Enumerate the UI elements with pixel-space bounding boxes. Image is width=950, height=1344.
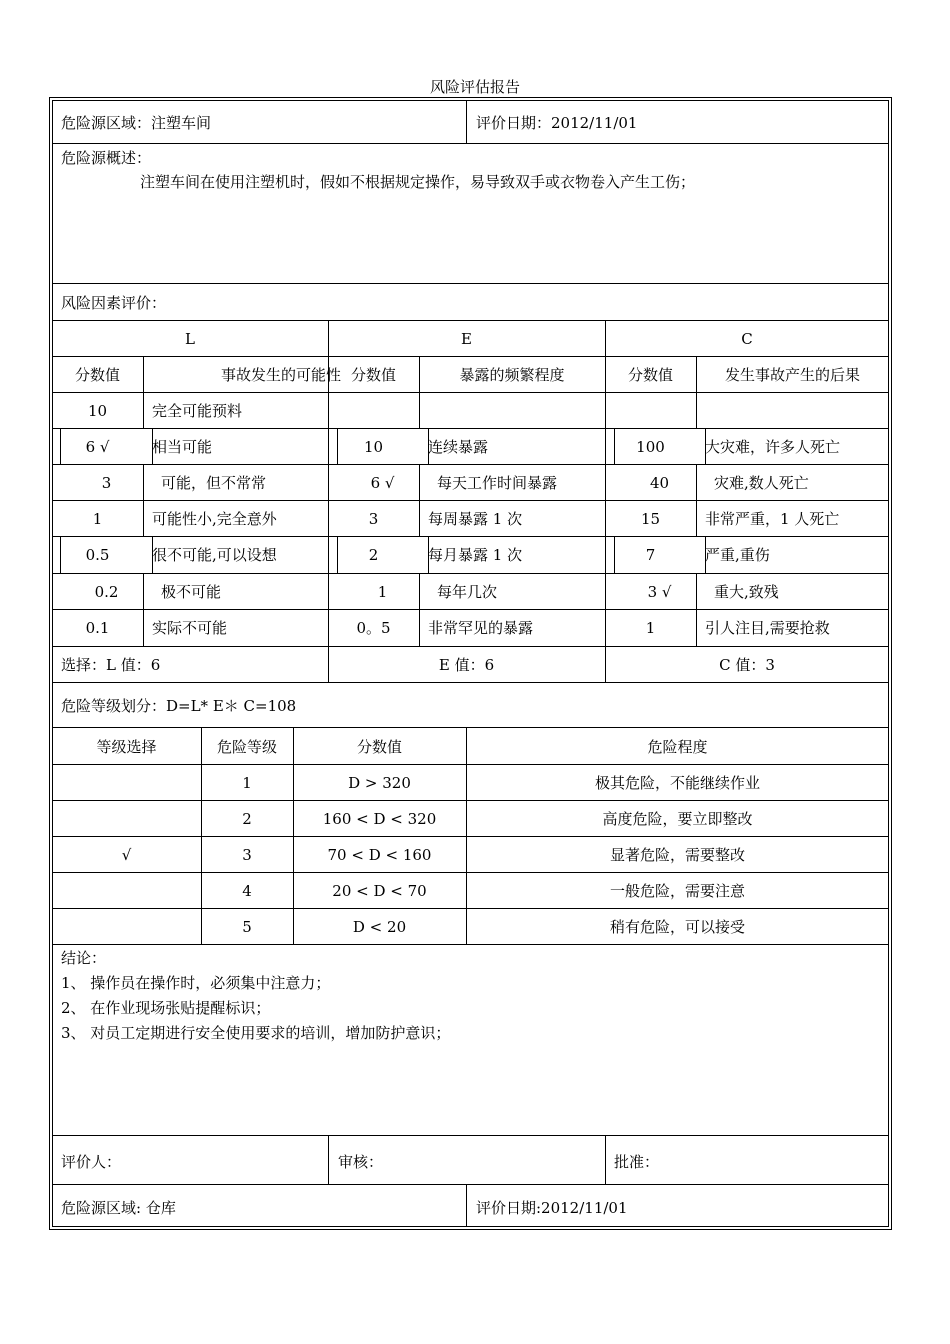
score-cell: 3 xyxy=(368,510,379,528)
score-cell: 7 xyxy=(645,546,656,564)
score-cell: 10 xyxy=(87,402,108,420)
review-field: 审核： xyxy=(338,1153,384,1171)
table-rule xyxy=(52,536,889,537)
table-rule xyxy=(143,609,144,646)
evaluation-date: 评价日期：2012/11/01 xyxy=(476,114,638,132)
table-rule xyxy=(52,908,889,909)
score-cell: 0.1 xyxy=(85,619,110,637)
table-rule xyxy=(419,392,420,428)
table-rule xyxy=(52,800,889,801)
table-rule xyxy=(52,1184,889,1185)
table-rule xyxy=(293,727,294,944)
description-cell: 极不可能 xyxy=(161,583,222,601)
grade-cell: 1 xyxy=(242,774,252,792)
report-title: 风险评估报告 xyxy=(429,78,520,96)
table-rule xyxy=(52,283,889,284)
description-cell: 可能，但不常常 xyxy=(161,474,267,492)
table-rule xyxy=(52,727,889,728)
description-cell: 重大,致残 xyxy=(714,583,779,601)
table-rule xyxy=(696,392,697,428)
factor-subheader: 发生事故产生的后果 xyxy=(724,366,860,384)
approve-field: 批准： xyxy=(614,1153,660,1171)
factor-subheader: 分数值 xyxy=(627,366,673,384)
table-rule xyxy=(52,428,889,429)
grade-cell: 160 < D < 320 xyxy=(322,810,437,828)
score-cell: 40 xyxy=(649,474,670,492)
footer-hazard-area: 危险源区域: 仓库 xyxy=(61,1199,176,1217)
grade-cell: 稍有危险，可以接受 xyxy=(609,918,745,936)
grade-cell: 一般危险，需要注意 xyxy=(609,882,745,900)
score-cell: 6 √ xyxy=(85,438,110,456)
table-rule xyxy=(696,609,697,646)
table-rule xyxy=(52,320,889,321)
group-c-header: C xyxy=(741,330,753,348)
table-rule xyxy=(52,500,889,501)
description-cell: 非常罕见的暴露 xyxy=(428,619,534,637)
conclusion-label: 结论： xyxy=(61,949,107,967)
description-cell: 引人注目,需要抢救 xyxy=(705,619,830,637)
description-cell: 每月暴露 1 次 xyxy=(428,546,523,564)
description-cell: 每周暴露 1 次 xyxy=(428,510,523,528)
table-rule xyxy=(696,500,697,536)
description-cell: 连续暴露 xyxy=(428,438,489,456)
overview-label: 危险源概述： xyxy=(61,149,152,167)
table-rule xyxy=(52,836,889,837)
score-cell: 1 xyxy=(92,510,103,528)
score-cell: 3 xyxy=(101,474,112,492)
table-rule xyxy=(52,392,889,393)
grade-cell: √ xyxy=(121,846,132,864)
group-l-header: L xyxy=(185,330,195,348)
table-rule xyxy=(466,1184,467,1227)
grade-cell: 4 xyxy=(242,882,252,900)
table-rule xyxy=(52,682,889,683)
overview-text: 注塑车间在使用注塑机时，假如不根据规定操作，易导致双手或衣物卷入产生工伤； xyxy=(140,173,696,191)
conclusion-item: 1、 操作员在操作时，必须集中注意力； xyxy=(61,974,331,992)
table-rule xyxy=(52,356,889,357)
description-cell: 大灾难，许多人死亡 xyxy=(705,438,841,456)
grade-header: 危险程度 xyxy=(647,738,708,756)
description-cell: 相当可能 xyxy=(152,438,213,456)
grade-cell: D > 320 xyxy=(348,774,411,792)
score-cell: 15 xyxy=(640,510,661,528)
table-rule xyxy=(419,609,420,646)
grading-formula: 危险等级划分：D=L* E＊ C=108 xyxy=(61,697,297,715)
description-cell: 灾难,数人死亡 xyxy=(714,474,809,492)
description-cell: 可能性小,完全意外 xyxy=(152,510,277,528)
description-cell: 非常严重，1 人死亡 xyxy=(705,510,840,528)
factor-subheader: 暴露的频繁程度 xyxy=(459,366,565,384)
factor-subheader: 事故发生的可能性 xyxy=(220,366,341,384)
score-cell: 6 √ xyxy=(370,474,395,492)
grade-cell: D < 20 xyxy=(352,918,407,936)
score-cell: 0。5 xyxy=(356,619,391,637)
grade-cell: 显著危险，需要整改 xyxy=(609,846,745,864)
table-rule xyxy=(143,392,144,428)
table-rule xyxy=(52,609,889,610)
table-rule xyxy=(52,464,889,465)
description-cell: 很不可能,可以设想 xyxy=(152,546,277,564)
table-rule xyxy=(466,727,467,944)
selection-l-value: 选择：L 值：6 xyxy=(61,656,161,674)
table-rule xyxy=(328,1135,329,1184)
table-rule xyxy=(52,143,889,144)
description-cell: 每天工作时间暴露 xyxy=(437,474,558,492)
selection-e-value: E 值：6 xyxy=(438,656,495,674)
score-cell: 100 xyxy=(636,438,665,456)
description-cell: 每年几次 xyxy=(437,583,498,601)
grade-header: 分数值 xyxy=(356,738,402,756)
score-cell: 2 xyxy=(368,546,379,564)
description-cell: 严重,重伤 xyxy=(705,546,770,564)
grade-header: 危险等级 xyxy=(216,738,277,756)
grade-cell: 70 < D < 160 xyxy=(327,846,432,864)
score-cell: 0.5 xyxy=(85,546,110,564)
table-rule xyxy=(52,646,889,647)
factors-label: 风险因素评价： xyxy=(61,294,167,312)
table-rule xyxy=(143,500,144,536)
conclusion-item: 3、 对员工定期进行安全使用要求的培训，增加防护意识； xyxy=(61,1024,451,1042)
table-rule xyxy=(419,500,420,536)
description-cell: 实际不可能 xyxy=(152,619,228,637)
table-rule xyxy=(466,100,467,143)
score-cell: 0.2 xyxy=(94,583,119,601)
factor-subheader: 分数值 xyxy=(74,366,120,384)
factor-subheader: 分数值 xyxy=(350,366,396,384)
grade-cell: 5 xyxy=(242,918,252,936)
table-rule xyxy=(52,1135,889,1136)
grade-cell: 极其危险，不能继续作业 xyxy=(594,774,760,792)
footer-evaluation-date: 评价日期:2012/11/01 xyxy=(476,1199,628,1217)
hazard-area-label: 危险源区域：注塑车间 xyxy=(61,114,212,132)
score-cell: 3 √ xyxy=(647,583,672,601)
table-rule xyxy=(201,727,202,944)
selection-c-value: C 值：3 xyxy=(719,656,775,674)
conclusion-item: 2、 在作业现场张贴提醒标识； xyxy=(61,999,271,1017)
score-cell: 1 xyxy=(377,583,388,601)
score-cell: 1 xyxy=(645,619,656,637)
grade-cell: 20 < D < 70 xyxy=(332,882,427,900)
evaluator-field: 评价人： xyxy=(61,1153,122,1171)
table-rule xyxy=(52,872,889,873)
score-cell: 10 xyxy=(363,438,384,456)
table-rule xyxy=(52,764,889,765)
group-e-header: E xyxy=(461,330,472,348)
grade-cell: 2 xyxy=(242,810,252,828)
table-rule xyxy=(52,944,889,945)
grade-cell: 3 xyxy=(242,846,252,864)
grade-header: 等级选择 xyxy=(96,738,157,756)
description-cell: 完全可能预料 xyxy=(152,402,243,420)
table-rule xyxy=(605,1135,606,1184)
table-rule xyxy=(52,573,889,574)
grade-cell: 高度危险，要立即整改 xyxy=(602,810,753,828)
